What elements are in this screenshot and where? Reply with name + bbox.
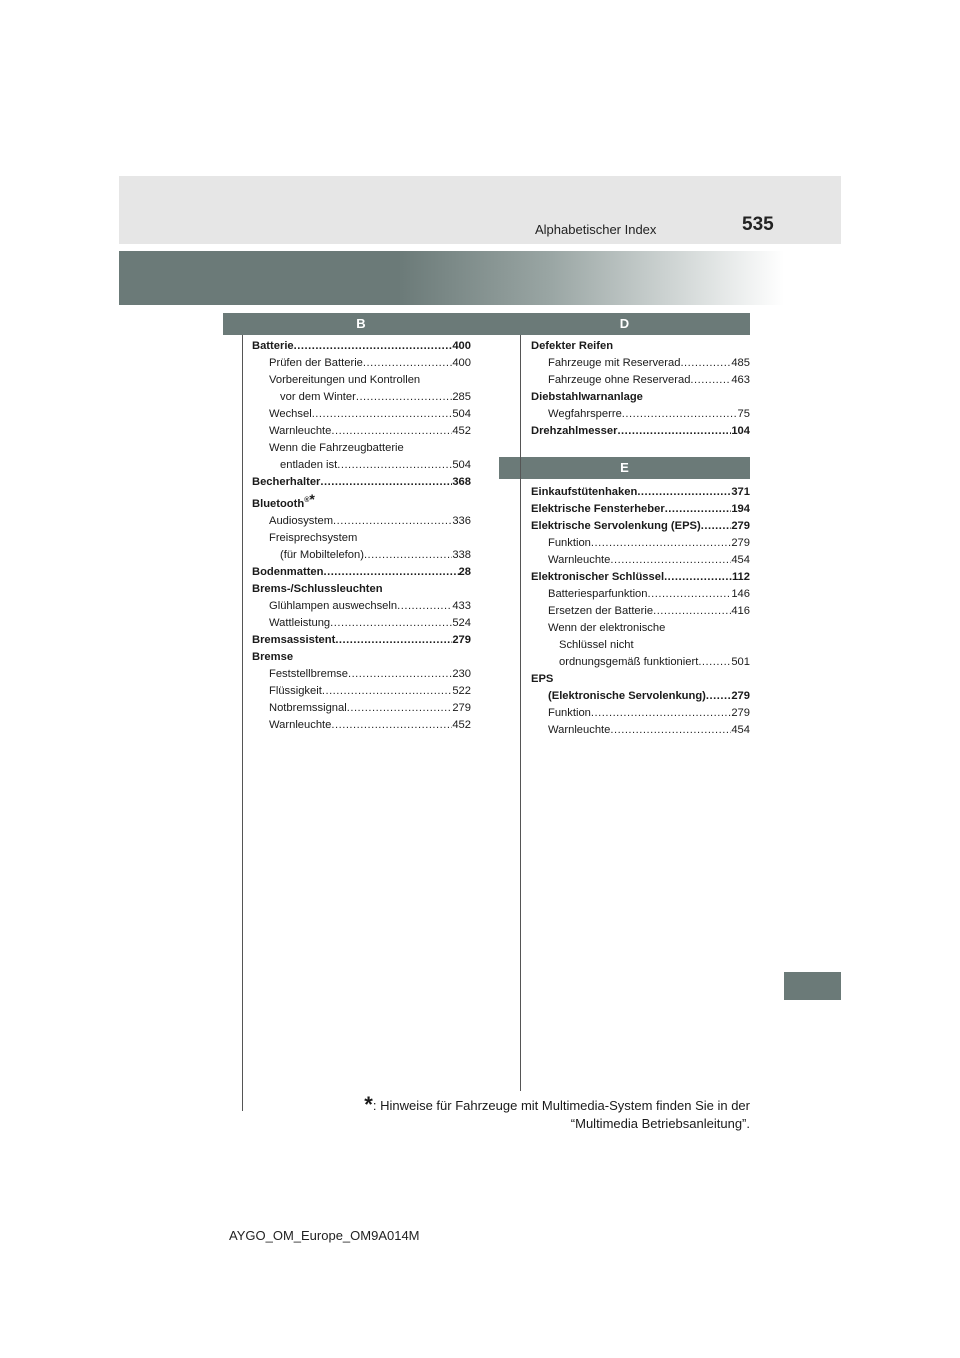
index-entry — [531, 620, 750, 637]
index-entry — [531, 569, 750, 586]
entry-term: Defekter Reifen — [531, 340, 614, 352]
index-entry — [252, 683, 471, 700]
entry-page: 433 — [452, 600, 471, 612]
entry-leader-dots — [363, 355, 452, 372]
entry-page: 522 — [452, 685, 471, 697]
entry-leader-dots — [690, 372, 731, 389]
entry-page: 146 — [731, 588, 750, 600]
entry-page: 504 — [452, 408, 471, 420]
index-column-b — [252, 338, 471, 734]
entry-leader-dots — [397, 598, 452, 615]
index-entry — [531, 389, 750, 406]
page-number: 535 — [742, 214, 774, 235]
index-entry — [531, 705, 750, 722]
entry-page: 112 — [731, 571, 750, 583]
entry-leader-dots — [701, 518, 732, 535]
entry-leader-dots — [364, 547, 452, 564]
entry-leader-dots — [591, 705, 731, 722]
entry-page: 279 — [452, 702, 471, 714]
entry-leader-dots — [331, 423, 452, 440]
entry-term: Freisprechsystem — [269, 532, 358, 544]
index-entry — [531, 603, 750, 620]
entry-leader-dots — [335, 632, 452, 649]
section-header-e: E — [499, 457, 750, 479]
entry-term: (für Mobiltelefon) — [280, 549, 364, 561]
entry-leader-dots — [698, 654, 731, 671]
index-entry — [531, 423, 750, 440]
entry-term: Notbremssignal — [269, 702, 347, 714]
header-bar — [119, 176, 841, 244]
entry-term: Bodenmatten — [252, 566, 324, 578]
index-entry — [531, 552, 750, 569]
entry-term: Elektrische Servolenkung (EPS) — [531, 520, 701, 532]
entry-page: 454 — [731, 554, 750, 566]
index-entry — [252, 666, 471, 683]
entry-term: entladen ist — [280, 459, 338, 471]
entry-page: 463 — [731, 374, 750, 386]
index-entry — [531, 355, 750, 372]
entry-page: 104 — [731, 425, 750, 437]
entry-term: Audiosystem — [269, 515, 334, 527]
entry-page: 454 — [731, 724, 750, 736]
entry-term: Batterie — [252, 340, 294, 352]
entry-leader-dots — [653, 603, 731, 620]
index-entry — [252, 372, 471, 389]
entry-leader-dots — [617, 423, 731, 440]
entry-page: 194 — [731, 503, 750, 515]
chapter-tab — [784, 972, 841, 1000]
index-entry — [252, 632, 471, 649]
index-entry — [531, 501, 750, 518]
footnote — [300, 1092, 750, 1133]
index-entry — [531, 484, 750, 501]
entry-term: Batteriesparfunktion — [548, 588, 648, 600]
index-entry — [252, 338, 471, 355]
footnote-reference: * — [309, 491, 315, 507]
entry-leader-dots — [610, 552, 731, 569]
entry-page: 28 — [458, 566, 471, 578]
entry-term: Wenn die Fahrzeugbatterie — [269, 442, 404, 454]
entry-term: ordnungsgemäß funktioniert — [559, 656, 699, 668]
section-header-d: D — [499, 313, 750, 335]
entry-leader-dots — [348, 666, 452, 683]
entry-term: Fahrzeuge mit Reserverad — [548, 357, 681, 369]
entry-page: 371 — [731, 486, 750, 498]
entry-term: Funktion — [548, 537, 591, 549]
entry-leader-dots — [294, 338, 453, 355]
entry-term: Flüssigkeit — [269, 685, 322, 697]
index-entry — [531, 654, 750, 671]
entry-page: 501 — [731, 656, 750, 668]
entry-page: 504 — [452, 459, 471, 471]
entry-term: Schlüssel nicht — [559, 639, 634, 651]
index-entry — [252, 389, 471, 406]
entry-page: 400 — [452, 357, 471, 369]
entry-leader-dots — [333, 513, 452, 530]
index-entry — [531, 338, 750, 355]
entry-term: (Elektronische Servolenkung) — [548, 690, 706, 702]
entry-term: Elektrische Fensterheber — [531, 503, 665, 515]
index-entry — [252, 513, 471, 530]
entry-leader-dots — [347, 700, 453, 717]
entry-term: Warnleuchte — [548, 554, 611, 566]
entry-term: Elektronischer Schlüssel — [531, 571, 665, 583]
entry-term: Prüfen der Batterie — [269, 357, 363, 369]
column-divider-left — [242, 335, 243, 1111]
entry-page: 452 — [452, 719, 471, 731]
entry-leader-dots — [322, 683, 452, 700]
entry-leader-dots — [337, 457, 452, 474]
entry-page: 75 — [737, 408, 750, 420]
entry-leader-dots — [648, 586, 732, 603]
entry-leader-dots — [680, 355, 731, 372]
index-entry — [252, 440, 471, 457]
index-entry — [531, 535, 750, 552]
index-entry — [252, 564, 471, 581]
entry-page: 452 — [452, 425, 471, 437]
entry-page: 338 — [452, 549, 471, 561]
index-entry — [531, 722, 750, 739]
index-entry — [531, 688, 750, 705]
index-entry — [252, 530, 471, 547]
entry-page: 416 — [731, 605, 750, 617]
entry-term: Wechsel — [269, 408, 312, 420]
entry-page: 279 — [731, 690, 750, 702]
footnote-line-1: : Hinweise für Fahrzeuge mit Multimedia-System finden Sie in der — [372, 1098, 750, 1113]
index-entry — [252, 717, 471, 734]
entry-page: 230 — [452, 668, 471, 680]
document-code: AYGO_OM_Europe_OM9A014M — [229, 1228, 420, 1243]
entry-term: Warnleuchte — [548, 724, 611, 736]
index-entry — [531, 637, 750, 654]
entry-leader-dots — [331, 717, 452, 734]
entry-leader-dots — [637, 484, 731, 501]
index-entry — [531, 518, 750, 535]
entry-leader-dots — [665, 501, 732, 518]
entry-leader-dots — [356, 389, 452, 406]
entry-leader-dots — [622, 406, 738, 423]
entry-term: Ersetzen der Batterie — [548, 605, 654, 617]
index-entry — [531, 671, 750, 688]
footnote-line-2: “Multimedia Betriebsanleitung”. — [570, 1116, 750, 1131]
index-entry — [252, 615, 471, 632]
entry-term: Brems-/Schlussleuchten — [252, 583, 383, 595]
entry-leader-dots — [312, 406, 453, 423]
entry-term: Bluetooth — [252, 498, 305, 510]
entry-term: EPS — [531, 673, 554, 685]
entry-term: Glühlampen auswechseln — [269, 600, 398, 612]
decorative-band — [119, 251, 784, 305]
entry-leader-dots — [330, 615, 452, 632]
entry-page: 336 — [452, 515, 471, 527]
index-entry — [531, 372, 750, 389]
entry-term: Bremse — [252, 651, 294, 663]
entry-term: Becherhalter — [252, 476, 321, 488]
entry-term: Bremsassistent — [252, 634, 336, 646]
entry-page: 285 — [452, 391, 471, 403]
entry-term: Fahrzeuge ohne Reserverad — [548, 374, 691, 386]
registered-mark: ® — [304, 497, 310, 504]
index-entry — [252, 355, 471, 372]
entry-page: 368 — [452, 476, 471, 488]
entry-leader-dots — [610, 722, 731, 739]
entry-term: Einkaufstütenhaken — [531, 486, 638, 498]
entry-term: Warnleuchte — [269, 425, 332, 437]
index-column-e — [531, 484, 750, 739]
index-entry — [252, 423, 471, 440]
entry-term: Wenn der elektronische — [548, 622, 666, 634]
entry-leader-dots — [664, 569, 732, 586]
entry-leader-dots — [320, 474, 452, 491]
entry-leader-dots — [323, 564, 458, 581]
entry-page: 279 — [731, 520, 750, 532]
index-entry — [252, 474, 471, 491]
index-entry — [531, 586, 750, 603]
entry-page: 400 — [452, 340, 471, 352]
entry-page: 279 — [731, 707, 750, 719]
index-entry — [252, 406, 471, 423]
entry-term: Vorbereitungen und Kontrollen — [269, 374, 421, 386]
entry-page: 485 — [731, 357, 750, 369]
index-entry — [252, 491, 471, 513]
entry-term: Diebstahlwarnanlage — [531, 391, 643, 403]
entry-term: Warnleuchte — [269, 719, 332, 731]
entry-leader-dots — [591, 535, 731, 552]
entry-term: Wattleistung — [269, 617, 331, 629]
index-column-d — [531, 338, 750, 440]
entry-term: Funktion — [548, 707, 591, 719]
entry-term: Feststellbremse — [269, 668, 348, 680]
section-title: Alphabetischer Index — [535, 222, 657, 237]
index-entry — [252, 598, 471, 615]
entry-leader-dots — [706, 688, 731, 705]
index-entry — [252, 700, 471, 717]
section-header-b: B — [223, 313, 499, 335]
footnote-star: * — [364, 1092, 373, 1117]
index-entry — [252, 547, 471, 564]
entry-term: Wegfahrsperre — [548, 408, 622, 420]
entry-page: 279 — [452, 634, 471, 646]
index-entry — [531, 406, 750, 423]
index-entry — [252, 581, 471, 598]
column-divider-middle — [520, 335, 521, 1091]
index-entry — [252, 457, 471, 474]
index-entry — [252, 649, 471, 666]
entry-page: 524 — [452, 617, 471, 629]
entry-term: Drehzahlmesser — [531, 425, 618, 437]
entry-term: vor dem Winter — [280, 391, 356, 403]
entry-page: 279 — [731, 537, 750, 549]
